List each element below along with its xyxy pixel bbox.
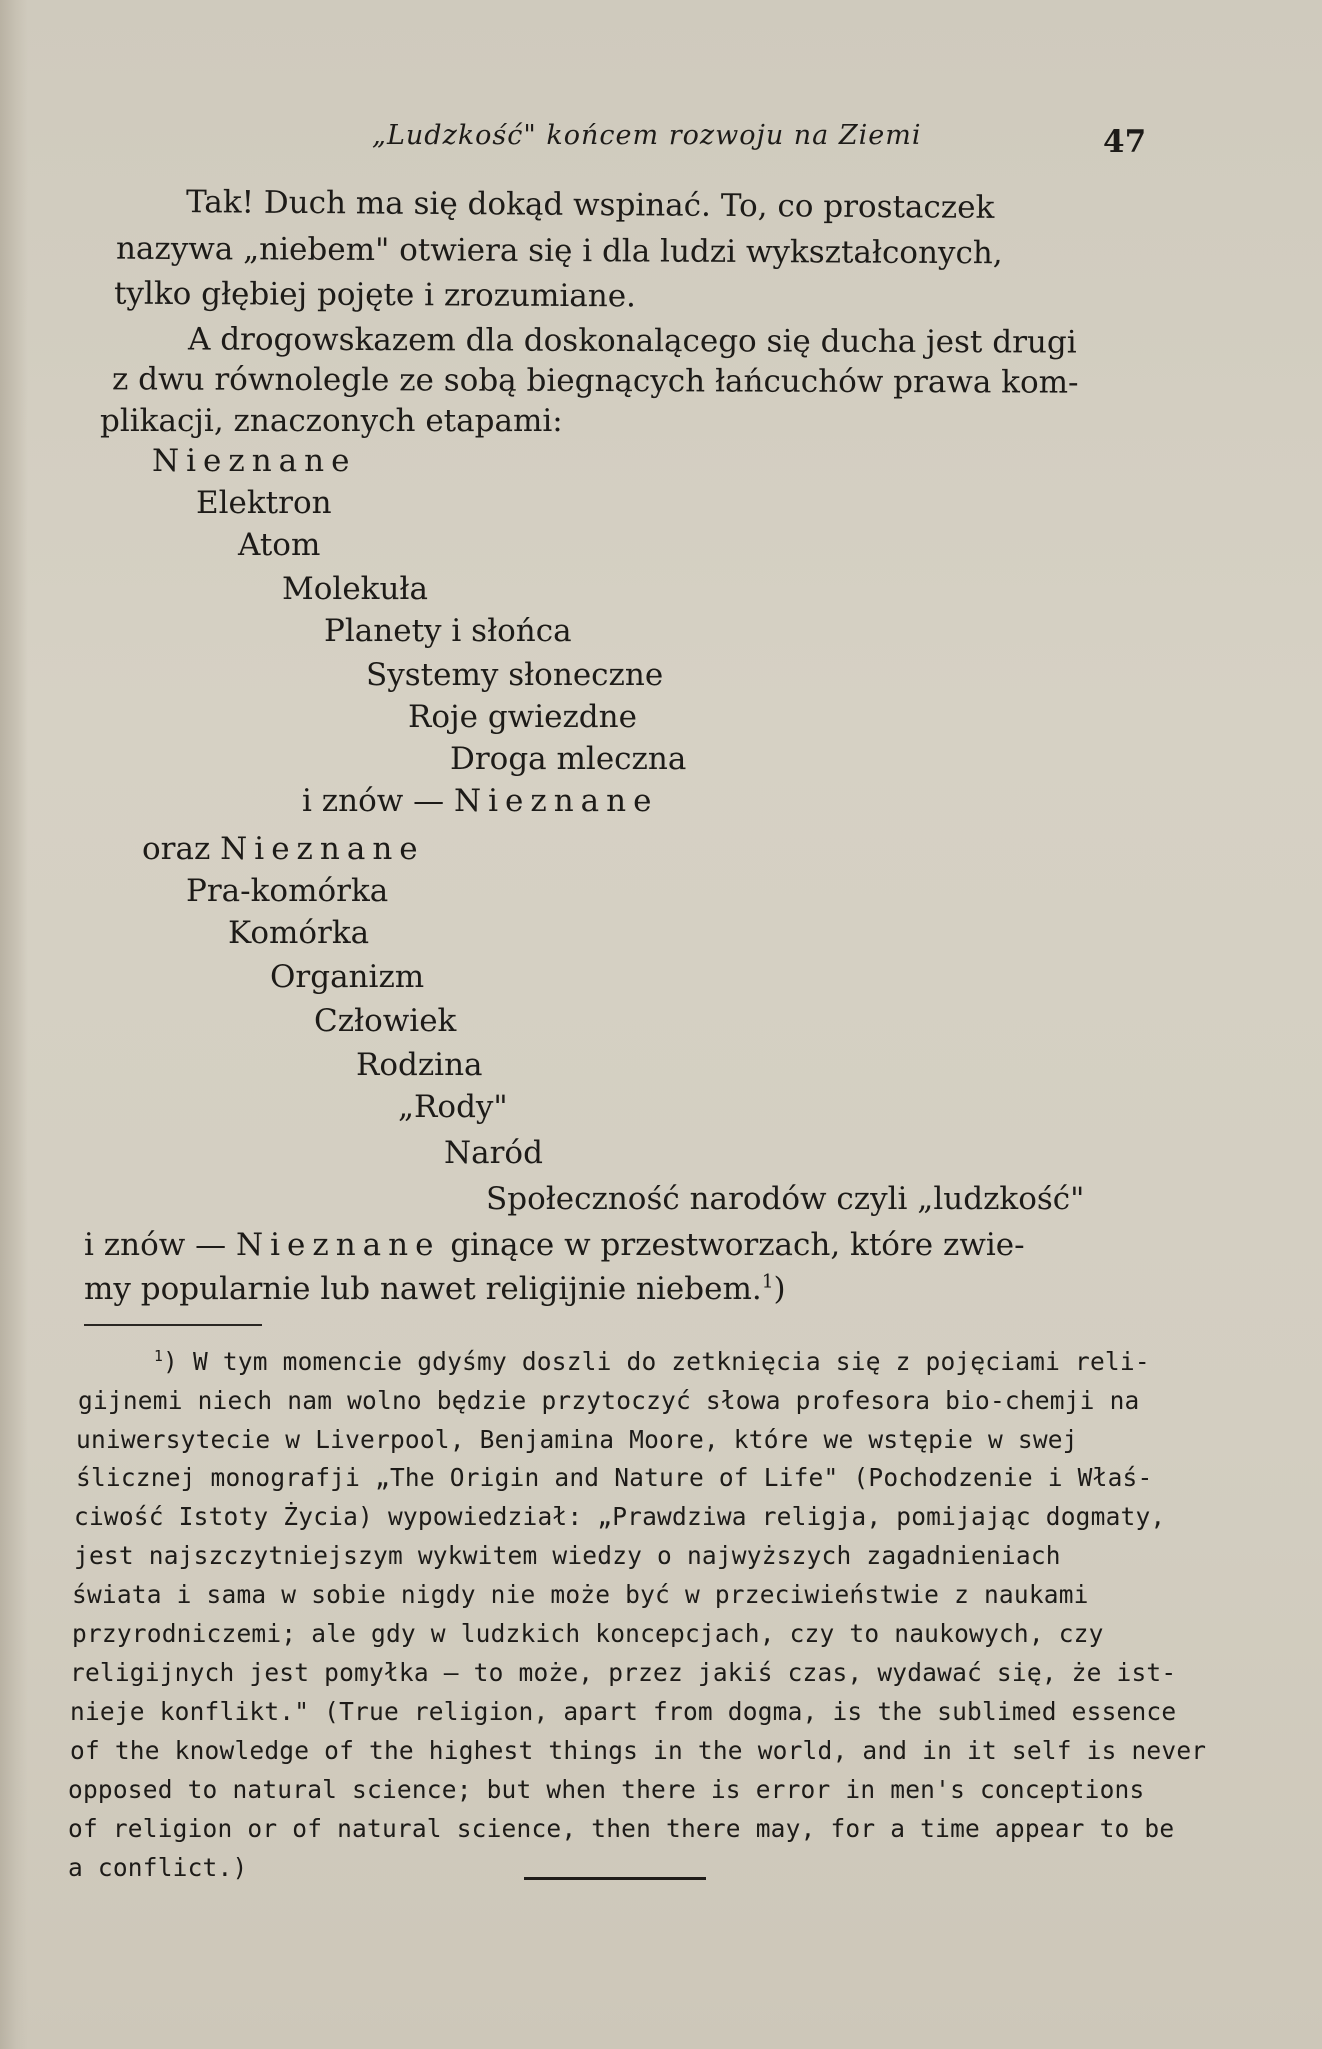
closing-text: my popularnie lub nawet religijnie niebem. bbox=[84, 1271, 762, 1307]
paragraph-line: z dwu równolegle ze sobą biegnących łańcuchów prawa kom- bbox=[111, 361, 1079, 401]
footnote-line: ciwość Istoty Życia) wypowiedział: „Prawdziwa religja, pomijając dogmaty, bbox=[74, 1502, 1166, 1531]
chain-step: „Rody" bbox=[398, 1089, 508, 1125]
running-head: „Ludzkość" końcem rozwoju na Ziemi bbox=[372, 120, 922, 151]
chain-step: Elektron bbox=[196, 485, 332, 521]
footnote-line: ślicznej monografji „The Origin and Nature of Life" (Pochodzenie i Właś- bbox=[76, 1463, 1153, 1492]
paragraph-line: plikacji, znaczonych etapami: bbox=[100, 403, 563, 439]
footnote-line: gijnemi niech nam wolno będzie przytoczyć słowa profesora bio-chemji na bbox=[78, 1386, 1140, 1415]
footnote-line: a conflict.) bbox=[68, 1853, 248, 1882]
footnote-line: przyrodniczemi; ale gdy w ludzkich koncepcjach, czy to naukowych, czy bbox=[72, 1619, 1104, 1648]
chain-step: Naród bbox=[444, 1135, 543, 1171]
footnote-line: świata i sama w sobie nigdy nie może być w przeciwieństwie z naukami bbox=[72, 1580, 1089, 1609]
end-rule bbox=[524, 1877, 706, 1880]
chain-step: Rodzina bbox=[356, 1047, 483, 1083]
chain-step: Systemy słoneczne bbox=[366, 657, 664, 693]
paragraph-line: tylko głębiej pojęte i zrozumiane. bbox=[113, 275, 637, 315]
chain-end-prefix: i znów — bbox=[302, 783, 445, 819]
page-number: 47 bbox=[1103, 124, 1147, 160]
closing-parenthesis: ) bbox=[773, 1271, 786, 1307]
footnote-line: jest najszczytniejszym wykwitem wiedzy o najwyższych zagadnieniach bbox=[74, 1541, 1061, 1570]
footnote-line: of religion or of natural science, then there may, for a time appear to be bbox=[68, 1814, 1175, 1843]
footnote-line: opposed to natural science; but when there is error in men's conceptions bbox=[68, 1775, 1145, 1804]
paragraph-line: Tak! Duch ma się dokąd wspinać. To, co prostaczek bbox=[185, 184, 995, 226]
chain-start bbox=[142, 831, 425, 867]
chain-step: Organizm bbox=[270, 959, 425, 995]
chain-step: Atom bbox=[238, 527, 321, 563]
chain-step: Komórka bbox=[228, 915, 370, 951]
chain-step: Planety i słońca bbox=[324, 613, 572, 649]
chain-step: Droga mleczna bbox=[450, 741, 687, 777]
footnote-line: uniwersytecie w Liverpool, Benjamina Moore, które we wstępie w swej bbox=[76, 1425, 1078, 1454]
footnote-line: of the knowledge of the highest things in the world, and in it self is never bbox=[70, 1736, 1207, 1765]
chain-step: Roje gwiezdne bbox=[408, 699, 637, 735]
chain-step: Molekuła bbox=[282, 571, 428, 607]
chain-end-suffix: ginące w przestworzach, które zwie- bbox=[450, 1227, 1025, 1263]
paragraph-line: A drogowskazem dla doskonalącego się ducha jest drugi bbox=[187, 321, 1077, 361]
chain-end bbox=[302, 783, 659, 819]
footnote-marker: 1 bbox=[154, 1347, 164, 1365]
chain-closing-line bbox=[84, 1271, 786, 1307]
chain-end-word: Nieznane bbox=[235, 1227, 441, 1263]
paragraph-line: nazywa „niebem" otwiera się i dla ludzi wykształconych, bbox=[115, 230, 1003, 272]
chain-end-word: Nieznane bbox=[453, 783, 659, 819]
chain-end-prefix: i znów — bbox=[84, 1227, 227, 1263]
chain-start-prefix: oraz bbox=[142, 831, 211, 867]
footnote-line: religijnych jest pomyłka — to może, przez jakiś czas, wydawać się, że ist- bbox=[70, 1658, 1177, 1687]
footnote-separator bbox=[84, 1324, 262, 1326]
chain-start-word: Nieznane bbox=[220, 831, 425, 867]
chain-start: Nieznane bbox=[152, 443, 357, 479]
footnote-reference[interactable]: 1 bbox=[761, 1271, 774, 1293]
footnote-line bbox=[154, 1347, 1150, 1376]
chain-step: Pra-komórka bbox=[186, 873, 389, 909]
chain-end bbox=[84, 1227, 1025, 1263]
page-binding-edge bbox=[0, 0, 28, 2049]
footnote-line: nieje konflikt." (True religion, apart from dogma, is the sublimed essence bbox=[70, 1697, 1177, 1726]
footnote-text: ) W tym momencie gdyśmy doszli do zetknięcia się z pojęciami reli- bbox=[163, 1347, 1150, 1376]
chain-step: Społeczność narodów czyli „ludzkość" bbox=[486, 1181, 1085, 1217]
chain-step: Człowiek bbox=[314, 1003, 457, 1039]
